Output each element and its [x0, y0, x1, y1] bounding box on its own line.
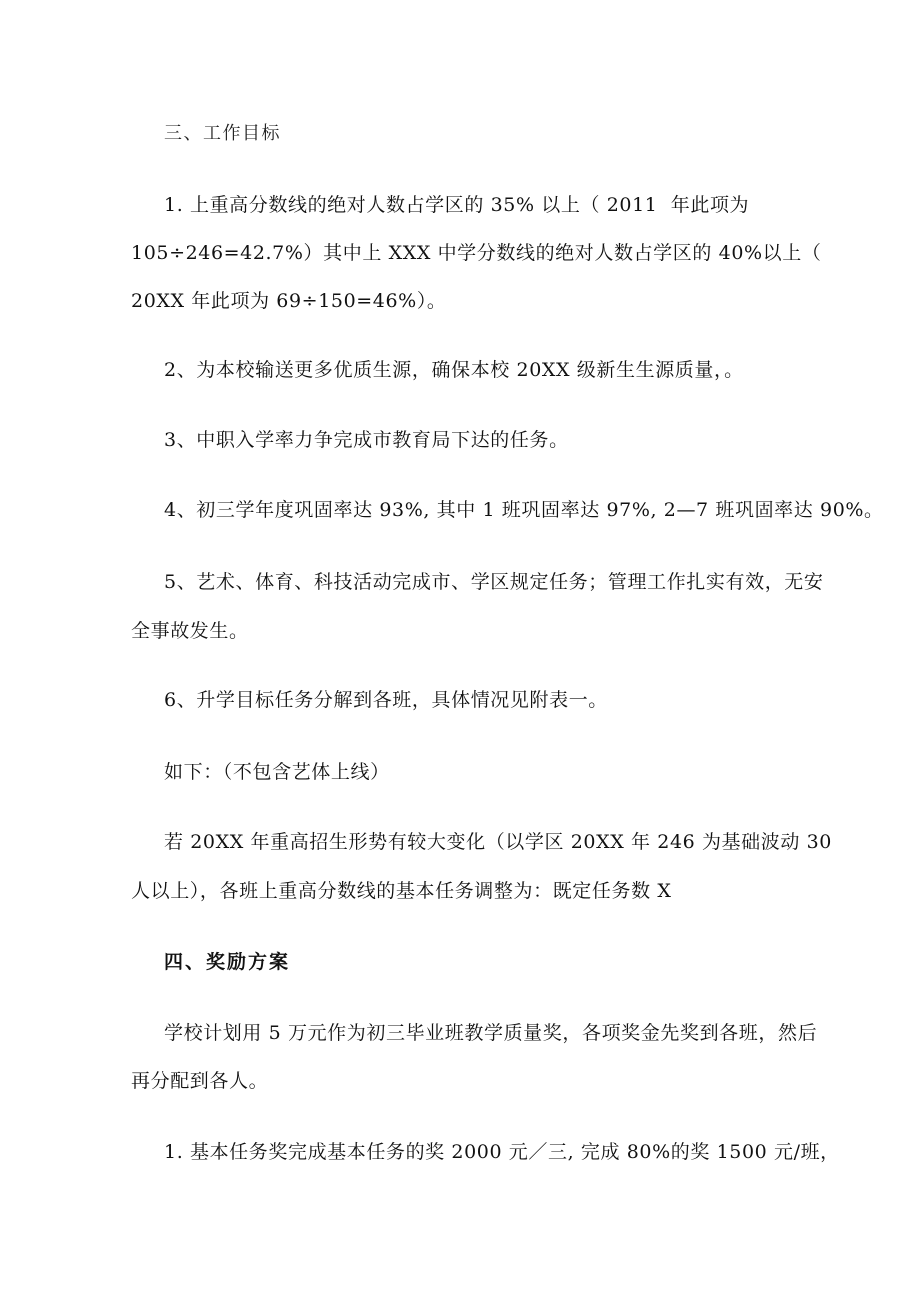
- goal-item-5-line-1: 5、艺术、体育、科技活动完成市、学区规定任务；管理工作扎实有效，无安: [164, 571, 824, 593]
- goal-item-3: 3、中职入学率力争完成市教育局下达的任务。: [164, 429, 569, 451]
- goal-item-2: 2、为本校输送更多优质生源，确保本校 20XX 级新生生源质量，。: [164, 359, 744, 381]
- reward-line-2: 再分配到各人。: [131, 1070, 269, 1092]
- reward-line-1: 学校计划用 5 万元作为初三毕业班教学质量奖，各项奖金先奖到各班，然后: [164, 1022, 818, 1044]
- reward-item-1: 1. 基本任务奖完成基本任务的奖 2000 元／三, 完成 80%的奖 1500 元/班，: [164, 1141, 840, 1163]
- goal-item-4: 4、初三学年度巩固率达 93%, 其中 1 班巩固率达 97%, 2—7 班巩固率达 90%。: [164, 499, 884, 521]
- adjustment-line-2: 人以上），各班上重高分数线的基本任务调整为：既定任务数 X: [131, 880, 672, 902]
- goal-item-6: 6、升学目标任务分解到各班，具体情况见附表一。: [164, 689, 608, 711]
- goal-item-1-line-3: 20XX 年此项为 69÷150=46%）。: [131, 290, 447, 312]
- as-follows-note: 如下：（不包含艺体上线）: [164, 761, 390, 783]
- goal-item-5-line-2: 全事故发生。: [131, 620, 249, 642]
- goal-item-1-line-1: 1. 上重高分数线的绝对人数占学区的 35% 以上（ 2011 年此项为: [164, 194, 750, 216]
- section-4-title: 四、奖励方案: [164, 951, 291, 973]
- section-3-title: 三、工作目标: [164, 123, 281, 144]
- adjustment-line-1: 若 20XX 年重高招生形势有较大变化（以学区 20XX 年 246 为基础波动 30: [164, 831, 832, 853]
- goal-item-1-line-2: 105÷246=42.7%）其中上 XXX 中学分数线的绝对人数占学区的 40%以上（: [131, 242, 822, 264]
